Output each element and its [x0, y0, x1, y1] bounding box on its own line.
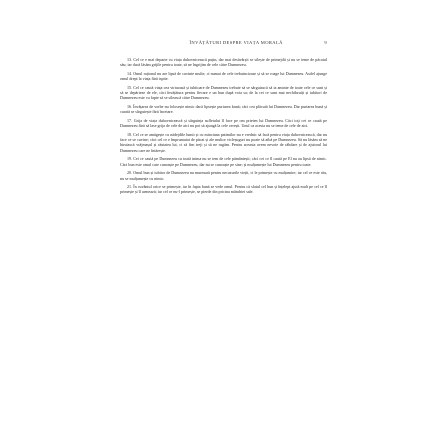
page-number: 9: [324, 40, 327, 45]
running-head: [120, 40, 327, 45]
paragraph-19: 19. Cei ce caută pe Dumnezeu cu toată inima nu se tem de cele pământești; căci cei ce îl caută pe El nu au lipsă de nimic. Căci bun este omul care cunoaște pe Dumnezeu, dar nu se cunoaște pe sine; și mulțumește lui Dumnezeu pentru toate.: [120, 156, 327, 167]
paragraph-18: 18. Cel ce se amăgește cu nădejdile lumii și cu minciuna patimilor nu e vrednic să facă pentru viața duhovnicească, dar nu face ce se cuvine; căci cel ce e împrumutat de păcat și ale multor vicleșuguri nu poate să aibă pe Dumnezeu. Să nu lăsăm să ne biruiască vrăjmașul și răutatea lui, ci să fim treji și să ne rugăm. Pentru aceasta avem nevoie de răbdare și de ajutorul lui Dumnezeu care ne întărește.: [120, 131, 327, 153]
paragraph-17: 17. Grija de viața duhovnicească și sârguința sufletului îl face pe om prieten lui Dumnezeu. Căci toți cei ce caută pe Dumnezeu fără să lase grija de cele de aici nu pot să ajungă la cele cerești. Unul ca acesta nu se teme de cele de aici.: [120, 117, 327, 129]
paragraph-15: 15. Cel ce caută viața cea virtuoasă și iubitoare de Dumnezeu trebuie să se sârguiască să ia aminte de toate cele ce sunt și să se depărteze de ele, căci învățătura pentru fiecare e un bun după voia sa; de la cei ce sunt mai nechibzuiți și iubitori de Dumnezeu este cu fapte să se silească către Dumnezeu.: [120, 84, 327, 101]
paragraph-14: 14. Omul rațional nu are lipsă de cuvinte multe, ci numai de cele trebuincioase și să se roage lui Dumnezeu. Astfel ajunge omul drept la viața fără ispite.: [120, 70, 327, 82]
body-text: [120, 57, 327, 195]
paragraph-13: 13. Cel ce e mai departe cu viața duhovnicească puțin, dar mai desăvârșit se silește de primejdii și nu se teme de păcatul său; iar dacă lăsăm grijile pentru toate, să ne îngrijim de cele către Dumnezeu.: [120, 57, 327, 68]
paragraph-21: 21. În cuvântul orice se primește, iar în fapta bună se vede omul. Pentru că sfatul cel bun și înțelept ajută mult pe cel ce îl primește și îl urmează; iar cel ce nu-l primește, se pierde din pricina mândriei sale.: [120, 184, 327, 195]
running-head-title: ÎNVĂȚĂTURI DESPRE VIAȚA MORALĂ: [189, 40, 283, 45]
paragraph-20: 20. Omul bun și iubitor de Dumnezeu nu murmură pentru necazurile vieții, ci le primește cu mulțumire; iar cel ce este rău, nu se mulțumește cu nimic.: [120, 170, 327, 181]
paragraph-16: 16. Învățarea de vorbe nu folosește nimic dacă lipsește purtarea bună; căci cea plăcută lui Dumnezeu. Dar purtarea bună și curată se sârguiește fără încetare.: [120, 103, 327, 115]
